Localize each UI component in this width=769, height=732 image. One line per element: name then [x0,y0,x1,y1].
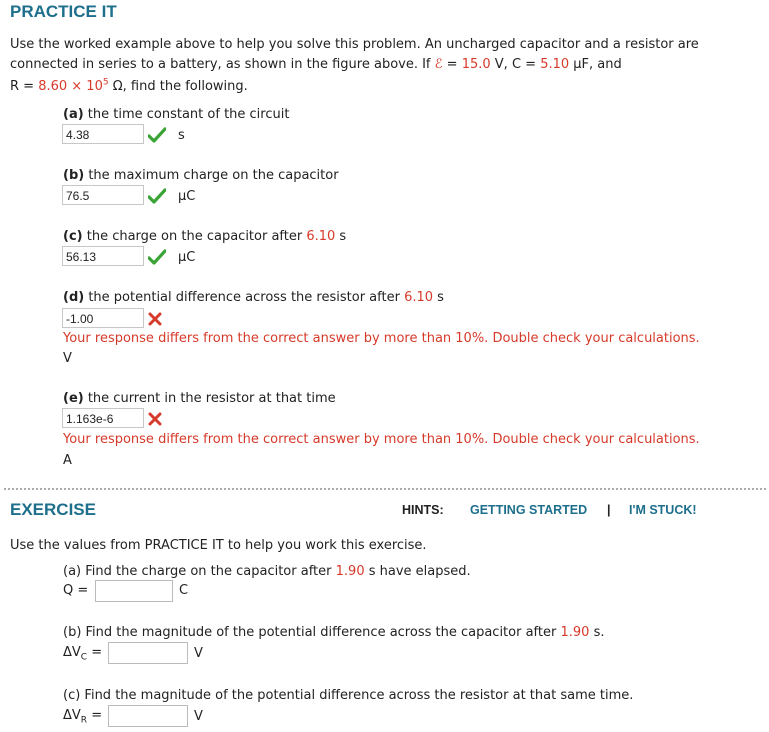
part-a-answer-field[interactable]: 4.38 [62,124,144,144]
part-e-answer-field[interactable]: 1.163e-6 [62,408,144,428]
check-icon [148,188,166,204]
time-value: 1.90 [335,564,365,579]
part-d-feedback: Your response differs from the correct answer by more than 10%. Double check your calculations. [63,331,700,346]
part-letter: (e) [63,391,84,406]
exercise-title: EXERCISE [10,500,96,519]
r-unit: Ω, find the following. [108,79,248,94]
hint-getting-started-link[interactable]: GETTING STARTED [470,503,588,517]
part-b-answer-field[interactable]: 76.5 [62,185,144,205]
var-equals: = [87,708,103,723]
capacitance-value: 5.10 [540,57,570,72]
exercise-c-question: (c) Find the magnitude of the potential difference across the resistor at that same time. [63,688,634,703]
part-a-question [63,106,289,123]
practice-intro-line2 [10,56,622,73]
cross-icon [148,412,162,426]
var-symbol: ΔV [63,645,81,660]
section-divider [4,488,766,490]
var-subscript: C [80,652,88,663]
r-exponent: 5 [102,77,109,88]
time-value: 1.90 [560,625,590,640]
part-c-unit: μC [178,250,196,265]
r-value [38,79,108,94]
part-b-unit: μC [178,189,196,204]
charge-input[interactable] [95,580,173,602]
r-mantissa: 8.60 × 10 [38,79,103,94]
exercise-b-unit: V [194,646,203,661]
exercise-a-var: Q = [63,583,89,598]
intro-text: connected in series to a battery, as shown in the figure above. If [10,57,431,72]
check-icon [148,127,166,143]
time-unit: s [433,290,444,305]
time-unit: s [335,229,347,244]
part-d-answer-field[interactable]: -1.00 [62,308,144,328]
question-text: (a) Find the charge on the capacitor after [63,564,336,579]
exercise-a-unit: C [179,583,189,598]
part-e-unit: A [63,453,72,468]
question-tail: s have elapsed. [364,564,471,579]
exercise-b-var [63,644,102,661]
hint-separator: | [607,503,611,517]
emf-unit: V, C = [490,57,541,72]
part-c-answer-field[interactable]: 56.13 [62,246,144,266]
hints-label: HINTS: [402,503,444,517]
equals: = [442,57,462,72]
question-text: the time constant of the circuit [83,107,290,122]
question-text: the potential difference across the resistor after [84,290,405,305]
part-letter: (c) [63,229,83,244]
part-c-question [63,228,346,245]
emf-symbol: ℰ [434,57,443,72]
var-symbol: ΔV [63,708,81,723]
practice-intro-line1: Use the worked example above to help you solve this problem. An uncharged capacitor and a resistor are [10,37,699,52]
question-tail: s. [589,625,605,640]
capacitor-voltage-input[interactable] [108,642,188,664]
var-equals: = [87,645,103,660]
exercise-a-question [63,563,471,580]
cross-icon [148,312,162,326]
emf-value: 15.0 [461,57,491,72]
part-e-feedback: Your response differs from the correct answer by more than 10%. Double check your calculations. [63,432,700,447]
part-b-question [63,167,339,184]
var-subscript: R [80,715,88,726]
part-letter: (d) [63,290,85,305]
question-text: the maximum charge on the capacitor [84,168,339,183]
part-letter: (a) [63,107,84,122]
time-value: 6.10 [306,229,336,244]
r-label: R = [10,79,39,94]
practice-intro-line3 [10,78,248,95]
part-d-unit: V [63,351,72,366]
check-icon [148,249,166,265]
question-text: the charge on the capacitor after [82,229,307,244]
exercise-b-question [63,624,604,641]
part-letter: (b) [63,168,85,183]
hint-stuck-link[interactable]: I'M STUCK! [629,503,697,517]
resistor-voltage-input[interactable] [108,705,188,727]
practice-title: PRACTICE IT [10,2,117,21]
time-value: 6.10 [404,290,434,305]
question-text: (b) Find the magnitude of the potential difference across the capacitor after [63,625,561,640]
capacitance-unit: μF, and [569,57,622,72]
question-text: the current in the resistor at that time [83,391,336,406]
part-e-question [63,390,336,407]
part-a-unit: s [178,128,185,143]
exercise-intro: Use the values from PRACTICE IT to help you work this exercise. [10,538,427,553]
exercise-c-unit: V [194,709,203,724]
part-d-question [63,289,444,306]
exercise-c-var [63,707,102,724]
